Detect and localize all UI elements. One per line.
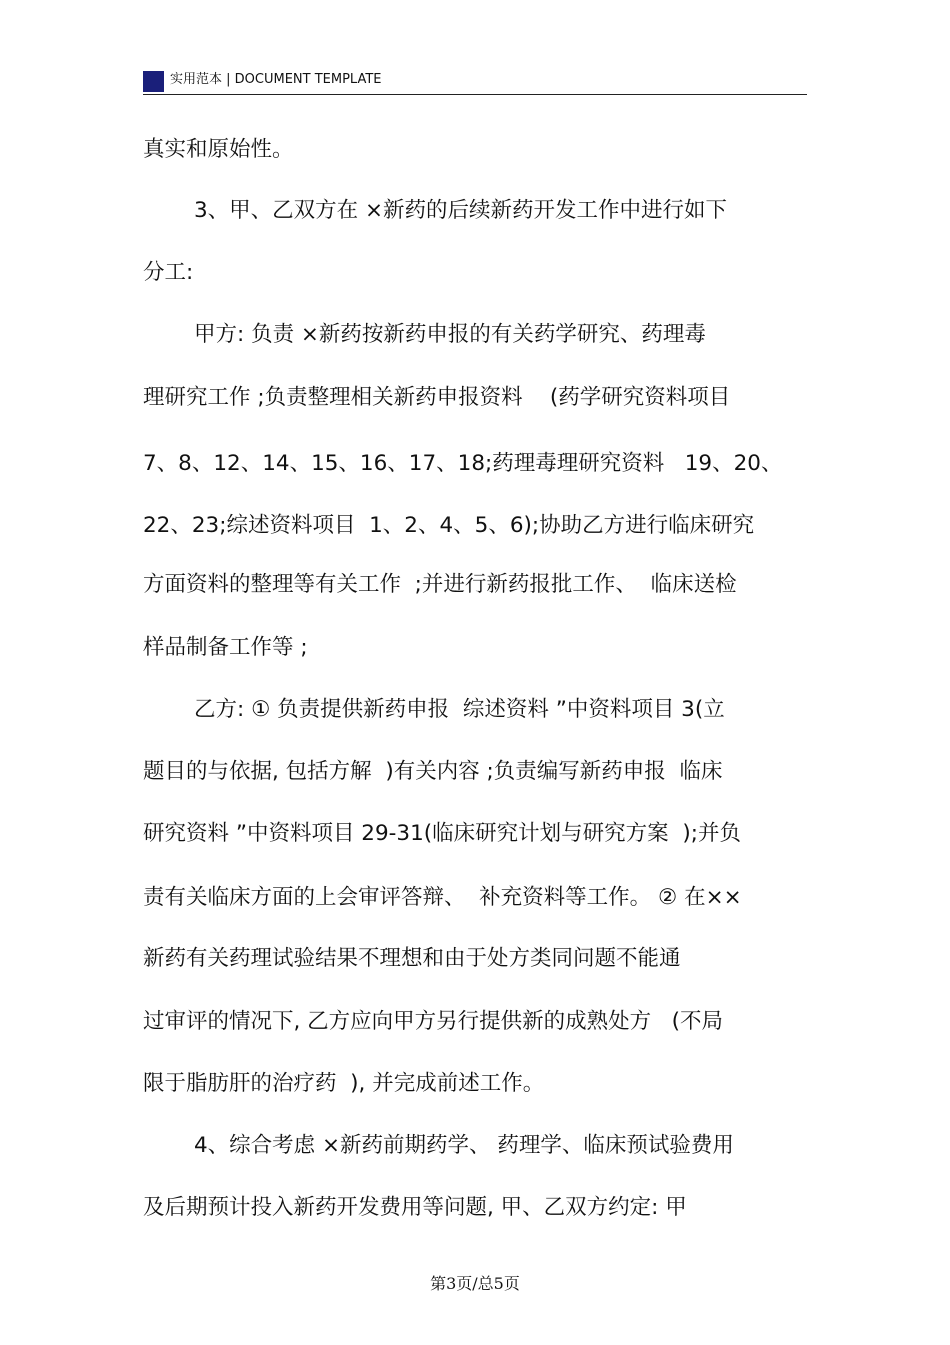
text-line: 责有关临床方面的上会审评答辩、 补充资料等工作。 ② 在××	[143, 885, 742, 910]
text-line: 乙方: ① 负责提供新药申报 综述资料 ”中资料项目 3(立	[194, 697, 725, 722]
text-line: 过审评的情况下, 乙方应向甲方另行提供新的成熟处方 (不局	[143, 1009, 724, 1034]
text-line: 分工:	[143, 260, 194, 285]
text-line: 题目的与依据, 包括方解 )有关内容 ;负责编写新药申报 临床	[143, 759, 723, 784]
text-line: 7、8、12、14、15、16、17、18;药理毒理研究资料 19、20、	[143, 451, 783, 476]
header-title: 实用范本 | DOCUMENT TEMPLATE	[170, 72, 382, 87]
text-line: 甲方: 负责 ×新药按新药申报的有关药学研究、药理毒	[194, 322, 706, 347]
text-line: 22、23;综述资料项目 1、2、4、5、6);协助乙方进行临床研究	[143, 513, 755, 538]
text-line: 3、甲、乙双方在 ×新药的后续新药开发工作中进行如下	[194, 198, 728, 223]
text-line: 样品制备工作等 ;	[143, 635, 308, 660]
text-line: 理研究工作 ;负责整理相关新药申报资料 (药学研究资料项目	[143, 385, 731, 410]
page-number: 第3页/总5页	[430, 1274, 520, 1293]
text-line: 4、综合考虑 ×新药前期药学、 药理学、临床预试验费用	[194, 1133, 734, 1158]
page-header	[143, 68, 807, 95]
header-logo-icon	[143, 71, 164, 92]
text-line: 研究资料 ”中资料项目 29-31(临床研究计划与研究方案 );并负	[143, 821, 741, 846]
text-line: 真实和原始性。	[143, 137, 294, 162]
text-line: 限于脂肪肝的治疗药 ), 并完成前述工作。	[143, 1071, 545, 1096]
text-line: 新药有关药理试验结果不理想和由于处方类同问题不能通	[143, 946, 681, 971]
text-line: 方面资料的整理等有关工作 ;并进行新药报批工作、 临床送检	[143, 572, 737, 597]
text-line: 及后期预计投入新药开发费用等问题, 甲、乙双方约定: 甲	[143, 1195, 687, 1220]
